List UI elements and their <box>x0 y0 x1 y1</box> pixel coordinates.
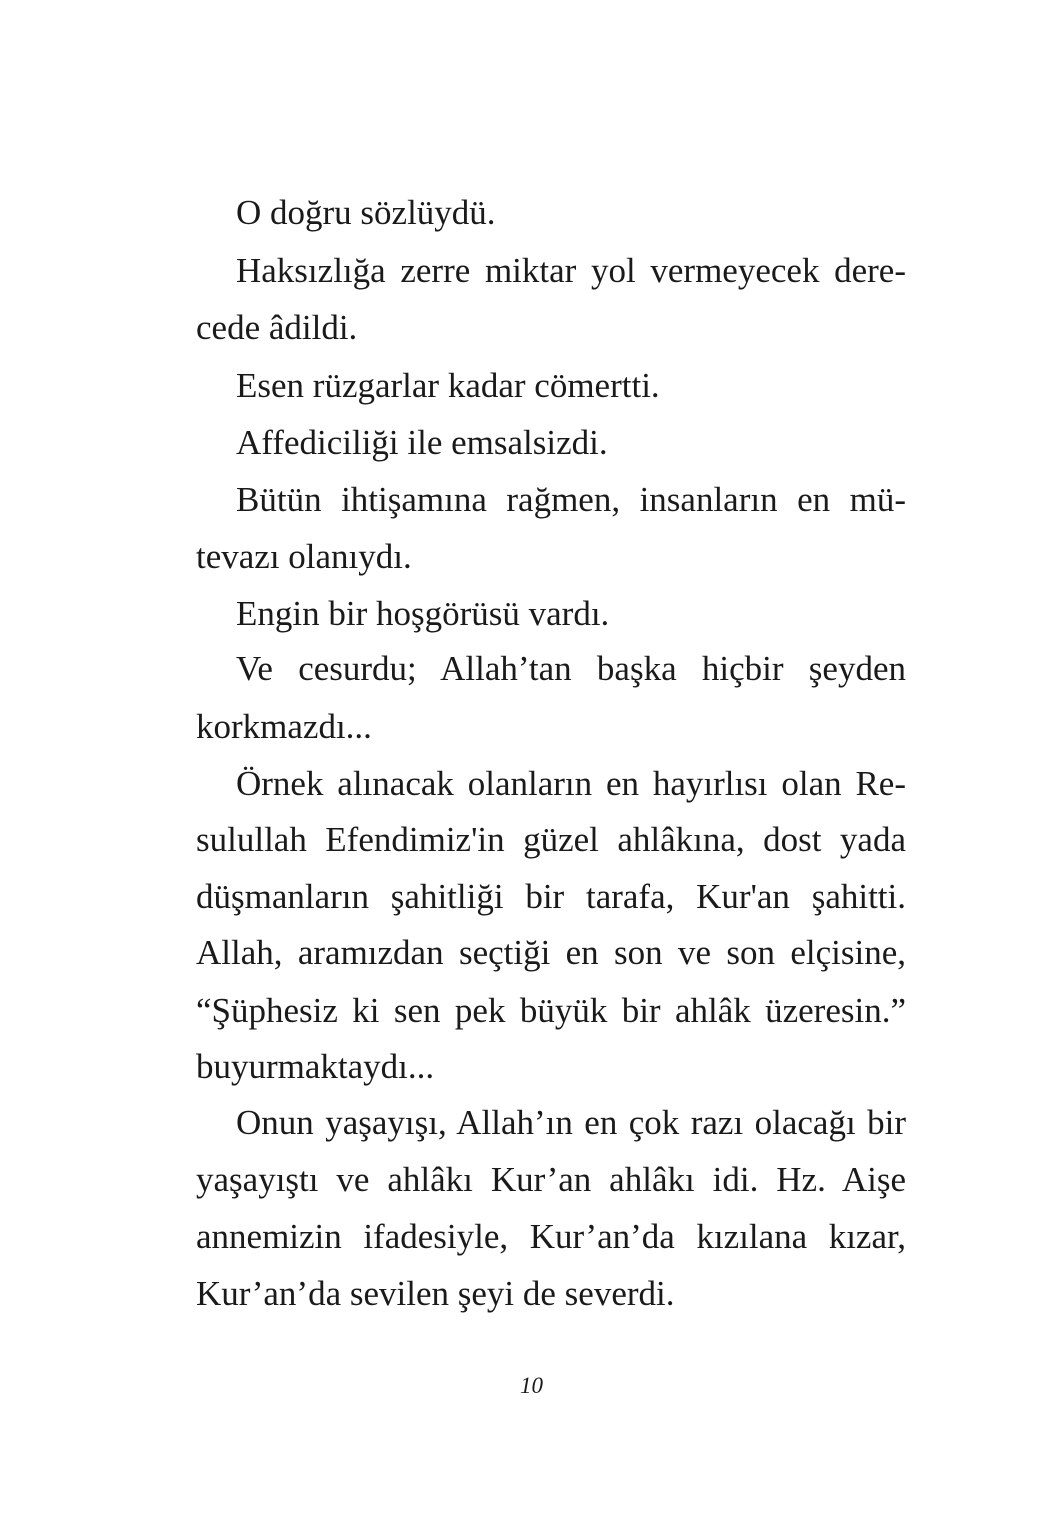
text-line: Affediciliği ile emsalsizdi. <box>236 423 608 462</box>
text-line: Kur’an’da sevilen şeyi de severdi. <box>196 1274 675 1313</box>
text-line: Onun yaşayışı, Allah’ın en çok razı olacağı bir <box>236 1103 906 1142</box>
text-line: sulullah Efendimiz'in güzel ahlâkına, dost yada <box>196 820 906 859</box>
text-line: Örnek alınacak olanların en hayırlısı olan Re- <box>236 764 906 803</box>
text-line: annemizin ifadesiyle, Kur’an’da kızılana kızar, <box>196 1217 906 1256</box>
text-line: Bütün ihtişamına rağmen, insanların en mü- <box>236 480 906 519</box>
text-line: Allah, aramızdan seçtiği en son ve son elçisine, <box>196 933 906 972</box>
text-line: korkmazdı... <box>196 707 372 746</box>
text-line: yaşayıştı ve ahlâkı Kur’an ahlâkı idi. Hz. Aişe <box>196 1160 906 1199</box>
text-line: tevazı olanıydı. <box>196 537 412 576</box>
text-line: Haksızlığa zerre miktar yol vermeyecek dere- <box>236 251 906 290</box>
text-line: buyurmaktaydı... <box>196 1047 435 1086</box>
text-line: O doğru sözlüydü. <box>236 193 496 232</box>
text-line: cede âdildi. <box>196 308 358 347</box>
text-line: Ve cesurdu; Allah’tan başka hiçbir şeyden <box>236 649 906 688</box>
page-number: 10 <box>520 1373 543 1398</box>
text-line: “Şüphesiz ki sen pek büyük bir ahlâk üzeresin.” <box>196 991 906 1030</box>
text-line: düşmanların şahitliği bir tarafa, Kur'an şahitti. <box>196 877 906 916</box>
text-line: Esen rüzgarlar kadar cömertti. <box>236 366 660 405</box>
text-line: Engin bir hoşgörüsü vardı. <box>236 594 610 633</box>
